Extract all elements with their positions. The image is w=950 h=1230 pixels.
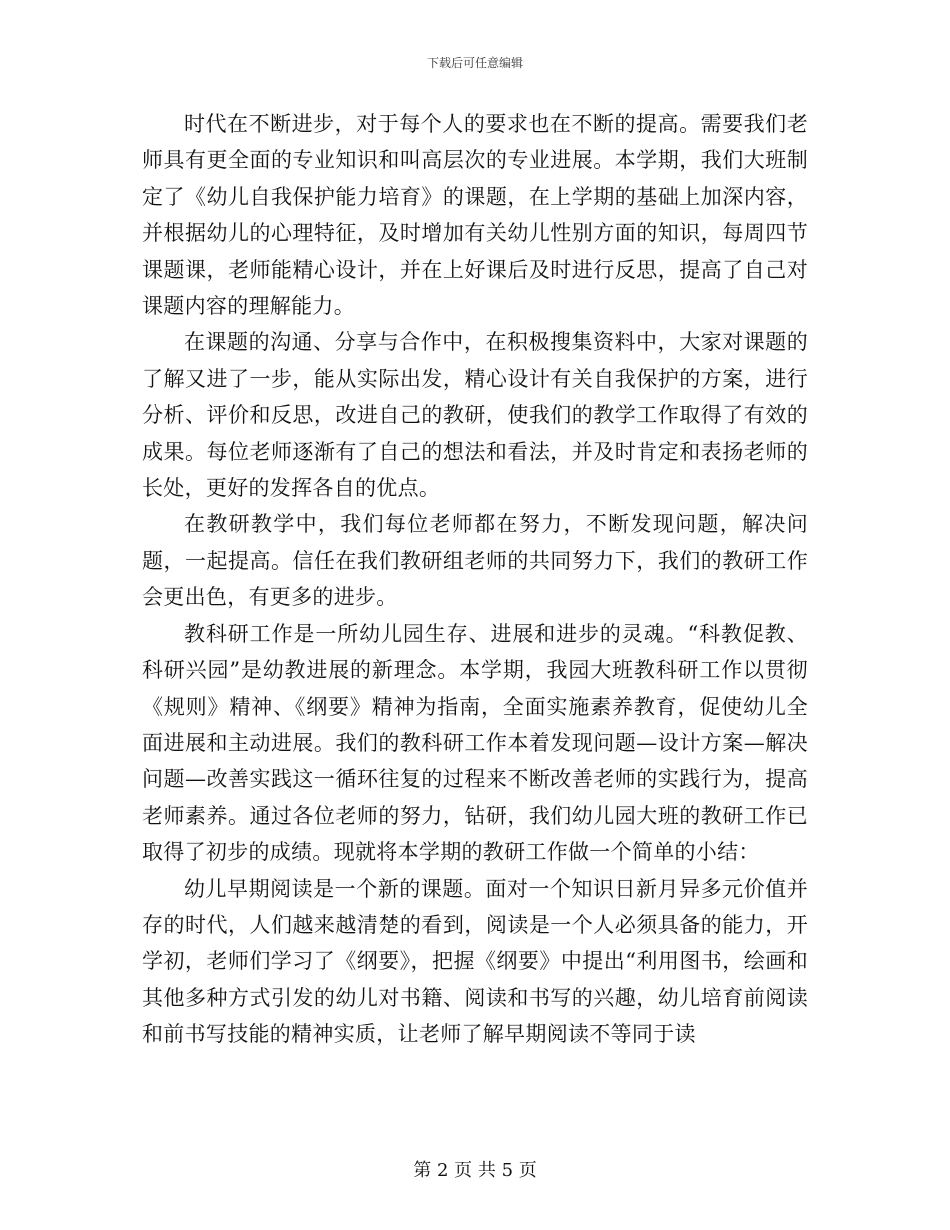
paragraph-5: 幼儿早期阅读是一个新的课题。面对一个知识日新月异多元价值并存的时代，人们越来越清楚的看到，阅读是一个人必须具备的能力，开学初，老师们学习了《纲要》，把握《纲要》中提出“利用图书，绘画和其他多种方式引发的幼儿对书籍、阅读和书写的兴趣，幼儿培育前阅读和前书写技能的精神实质，让老师了解早期阅读不等同于读 [142, 876, 808, 1047]
paragraph-4: 教科研工作是一所幼儿园生存、进展和进步的灵魂。“科教促教、科研兴园”是幼教进展的新理念。本学期，我园大班教科研工作以贯彻《规则》精神、《纲要》精神为指南，全面实施素养教育，促使幼儿全面进展和主动进展。我们的教科研工作本着发现问题—设计方案—解决问题—改善实践这一循环往复的过程来不断改善老师的实践行为，提高老师素养。通过各位老师的努力，钻研，我们幼儿园大班的教研工作已取得了初步的成绩。现就将本学期的教研工作做一个简单的小结： [142, 621, 808, 865]
paragraph-3: 在教研教学中，我们每位老师都在努力，不断发现问题，解决问题，一起提高。信任在我们教研组老师的共同努力下，我们的教研工作会更出色，有更多的进步。 [142, 512, 808, 610]
paragraph-1: 时代在不断进步，对于每个人的要求也在不断的提高。需要我们老师具有更全面的专业知识和叫高层次的专业进展。本学期，我们大班制定了《幼儿自我保护能力培育》的课题，在上学期的基础上加深内容，并根据幼儿的心理特征，及时增加有关幼儿性别方面的知识，每周四节课题课，老师能精心设计，并在上好课后及时进行反思，提高了自己对课题内容的理解能力。 [142, 112, 808, 319]
document-body [142, 106, 808, 1053]
page-number-footer: 第 2 页 共 5 页 [413, 1160, 537, 1181]
page-header: 下载后可任意编辑 [426, 56, 523, 70]
paragraph-2: 在课题的沟通、分享与合作中，在积极搜集资料中，大家对课题的了解又进了一步，能从实际出发，精心设计有关自我保护的方案，进行分析、评价和反思，改进自己的教研，使我们的教学工作取得了有效的成果。每位老师逐渐有了自己的想法和看法，并及时肯定和表扬老师的长处，更好的发挥各自的优点。 [142, 330, 808, 501]
